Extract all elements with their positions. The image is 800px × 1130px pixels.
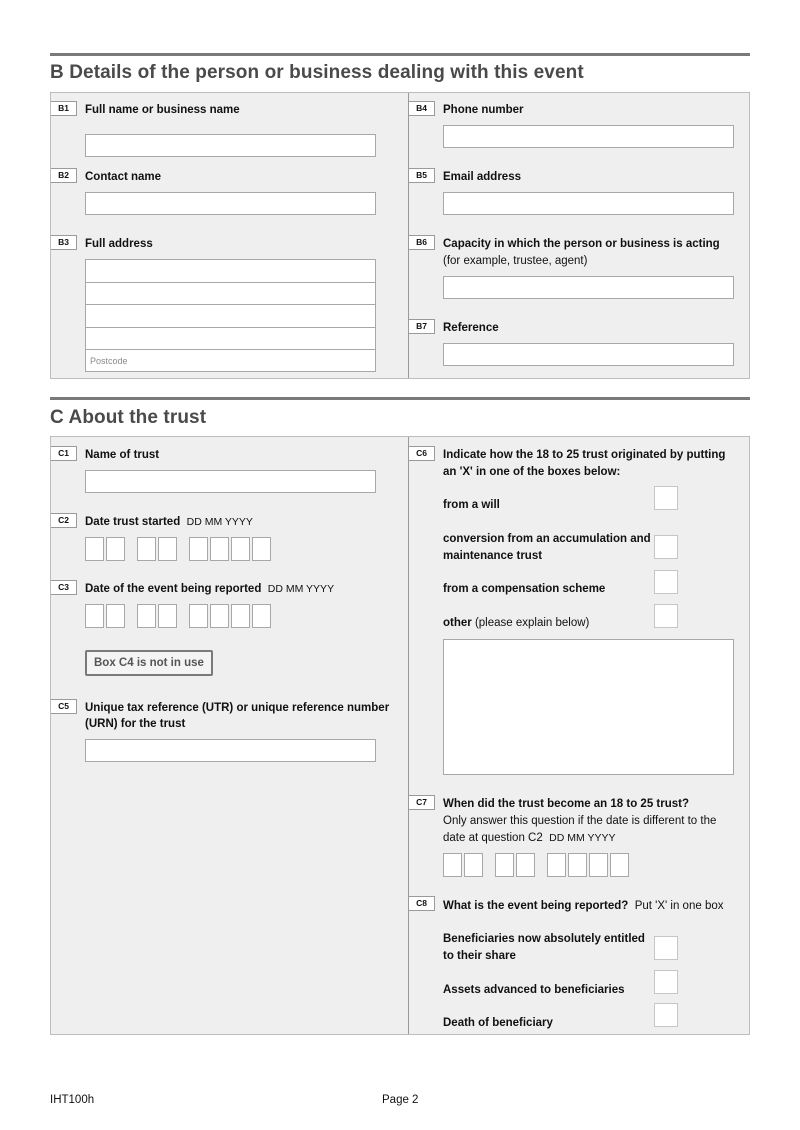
year-digit-4[interactable] (252, 604, 271, 628)
trust-start-date[interactable] (85, 537, 273, 561)
c8-label-wrap (443, 898, 724, 915)
year-digit-3[interactable] (231, 537, 250, 561)
full-address-field[interactable] (85, 259, 376, 372)
c6-option-conversion-line2: maintenance trust (443, 550, 543, 562)
year-digit-2[interactable] (210, 537, 229, 561)
c8-option-death-checkbox[interactable] (654, 1003, 678, 1027)
section-c-rule (50, 397, 750, 400)
b3-label: Full address (85, 238, 153, 250)
c8-option-entitled-line2: to their share (443, 950, 516, 962)
c8-code: C8 (409, 896, 435, 911)
b7-code: B7 (409, 319, 435, 334)
c7-hint-line2-wrap (443, 830, 615, 847)
c2-label-wrap (85, 514, 253, 531)
c8-option-advanced-checkbox[interactable] (654, 970, 678, 994)
b4-code: B4 (409, 101, 435, 116)
month-digit-2[interactable] (158, 604, 177, 628)
address-line-3[interactable] (86, 305, 375, 328)
month-digit-1[interactable] (495, 853, 514, 877)
c2-label: Date trust started (85, 516, 181, 528)
c6-option-other-note: (please explain below) (471, 617, 590, 629)
column-divider (408, 437, 409, 1034)
month-digit-2[interactable] (158, 537, 177, 561)
c8-label: What is the event being reported? (443, 900, 629, 912)
b3-code: B3 (51, 235, 77, 250)
page-number: Page 2 (382, 1094, 419, 1106)
c7-label: When did the trust become an 18 to 25 trust? (443, 798, 690, 810)
trust-name-field[interactable] (85, 470, 376, 493)
month-digit-2[interactable] (516, 853, 535, 877)
c6-option-compensation-checkbox[interactable] (654, 570, 678, 594)
address-line-4[interactable] (86, 328, 375, 351)
c6-option-conversion-line1: conversion from an accumulation and (443, 533, 651, 545)
b1-code: B1 (51, 101, 77, 116)
b2-label: Contact name (85, 171, 162, 183)
year-digit-1[interactable] (189, 604, 208, 628)
b2-code: B2 (51, 168, 77, 183)
b6-hint: (for example, trustee, agent) (443, 255, 588, 267)
c8-option-entitled-checkbox[interactable] (654, 936, 678, 960)
c7-hint-line2: date at question C2 (443, 832, 543, 844)
c7-hint-line1: Only answer this question if the date is different to the (443, 815, 717, 827)
c6-option-other-checkbox[interactable] (654, 604, 678, 628)
section-b-rule (50, 53, 750, 56)
c8-hint: Put 'X' in one box (634, 900, 724, 912)
c5-code: C5 (51, 699, 77, 714)
contact-name-field[interactable] (85, 192, 376, 215)
c3-code: C3 (51, 580, 77, 595)
b6-label: Capacity in which the person or business is acting (443, 238, 720, 250)
c6-option-compensation-label: from a compensation scheme (443, 583, 606, 595)
c8-option-advanced-label: Assets advanced to beneficiaries (443, 984, 625, 996)
year-digit-4[interactable] (252, 537, 271, 561)
c1-label: Name of trust (85, 449, 160, 461)
c3-date-format: DD MM YYYY (267, 583, 335, 595)
b5-label: Email address (443, 171, 521, 183)
c6-option-will-checkbox[interactable] (654, 486, 678, 510)
c8-option-entitled-line1: Beneficiaries now absolutely entitled (443, 933, 645, 945)
event-date[interactable] (85, 604, 273, 628)
c7-date-format: DD MM YYYY (549, 832, 616, 844)
c2-code: C2 (51, 513, 77, 528)
day-digit-2[interactable] (106, 537, 125, 561)
year-digit-4[interactable] (610, 853, 629, 877)
c3-label: Date of the event being reported (85, 583, 262, 595)
year-digit-1[interactable] (547, 853, 566, 877)
c6-option-other-wrap (443, 615, 589, 632)
full-name-field[interactable] (85, 134, 376, 157)
capacity-field[interactable] (443, 276, 734, 299)
year-digit-1[interactable] (189, 537, 208, 561)
b5-code: B5 (409, 168, 435, 183)
reference-field[interactable] (443, 343, 734, 366)
section-b-panel (50, 92, 750, 379)
postcode-placeholder: Postcode (90, 356, 128, 367)
year-digit-3[interactable] (231, 604, 250, 628)
c1-code: C1 (51, 446, 77, 461)
month-digit-1[interactable] (137, 604, 156, 628)
c4-not-in-use-notice: Box C4 is not in use (85, 650, 213, 676)
section-c-title: C About the trust (50, 407, 207, 428)
month-digit-1[interactable] (137, 537, 156, 561)
c6-option-conversion-checkbox[interactable] (654, 535, 678, 559)
c8-option-death-label: Death of beneficiary (443, 1017, 553, 1029)
c6-option-other-label: other (443, 617, 472, 629)
c3-label-wrap (85, 581, 334, 598)
day-digit-1[interactable] (443, 853, 462, 877)
year-digit-2[interactable] (210, 604, 229, 628)
c6-label-line2: an 'X' in one of the boxes below: (443, 466, 621, 478)
form-id: IHT100h (50, 1094, 95, 1106)
year-digit-3[interactable] (589, 853, 608, 877)
day-digit-2[interactable] (464, 853, 483, 877)
b4-label: Phone number (443, 104, 524, 116)
c6-label-line1: Indicate how the 18 to 25 trust originated by putting (443, 449, 726, 461)
c6-explanation-textarea[interactable] (443, 639, 734, 775)
b7-label: Reference (443, 322, 499, 334)
year-digit-2[interactable] (568, 853, 587, 877)
c6-code: C6 (409, 446, 435, 461)
b6-code: B6 (409, 235, 435, 250)
b1-label: Full name or business name (85, 104, 240, 116)
section-c-panel (50, 436, 750, 1035)
day-digit-2[interactable] (106, 604, 125, 628)
address-line-1[interactable] (86, 260, 375, 283)
c5-label-line1: Unique tax reference (UTR) or unique reference number (85, 702, 390, 714)
c2-date-format: DD MM YYYY (186, 516, 253, 528)
day-digit-1[interactable] (85, 604, 104, 628)
c7-code: C7 (409, 795, 435, 810)
utr-field[interactable] (85, 739, 376, 762)
postcode-field[interactable] (86, 350, 375, 373)
phone-number-field[interactable] (443, 125, 734, 148)
section-b-title: B Details of the person or business dealing with this event (50, 62, 584, 83)
c6-option-will-label: from a will (443, 499, 500, 511)
email-address-field[interactable] (443, 192, 734, 215)
c5-label-line2: (URN) for the trust (85, 718, 186, 730)
trust-became-18-25-date[interactable] (443, 853, 631, 877)
address-line-2[interactable] (86, 283, 375, 306)
day-digit-1[interactable] (85, 537, 104, 561)
